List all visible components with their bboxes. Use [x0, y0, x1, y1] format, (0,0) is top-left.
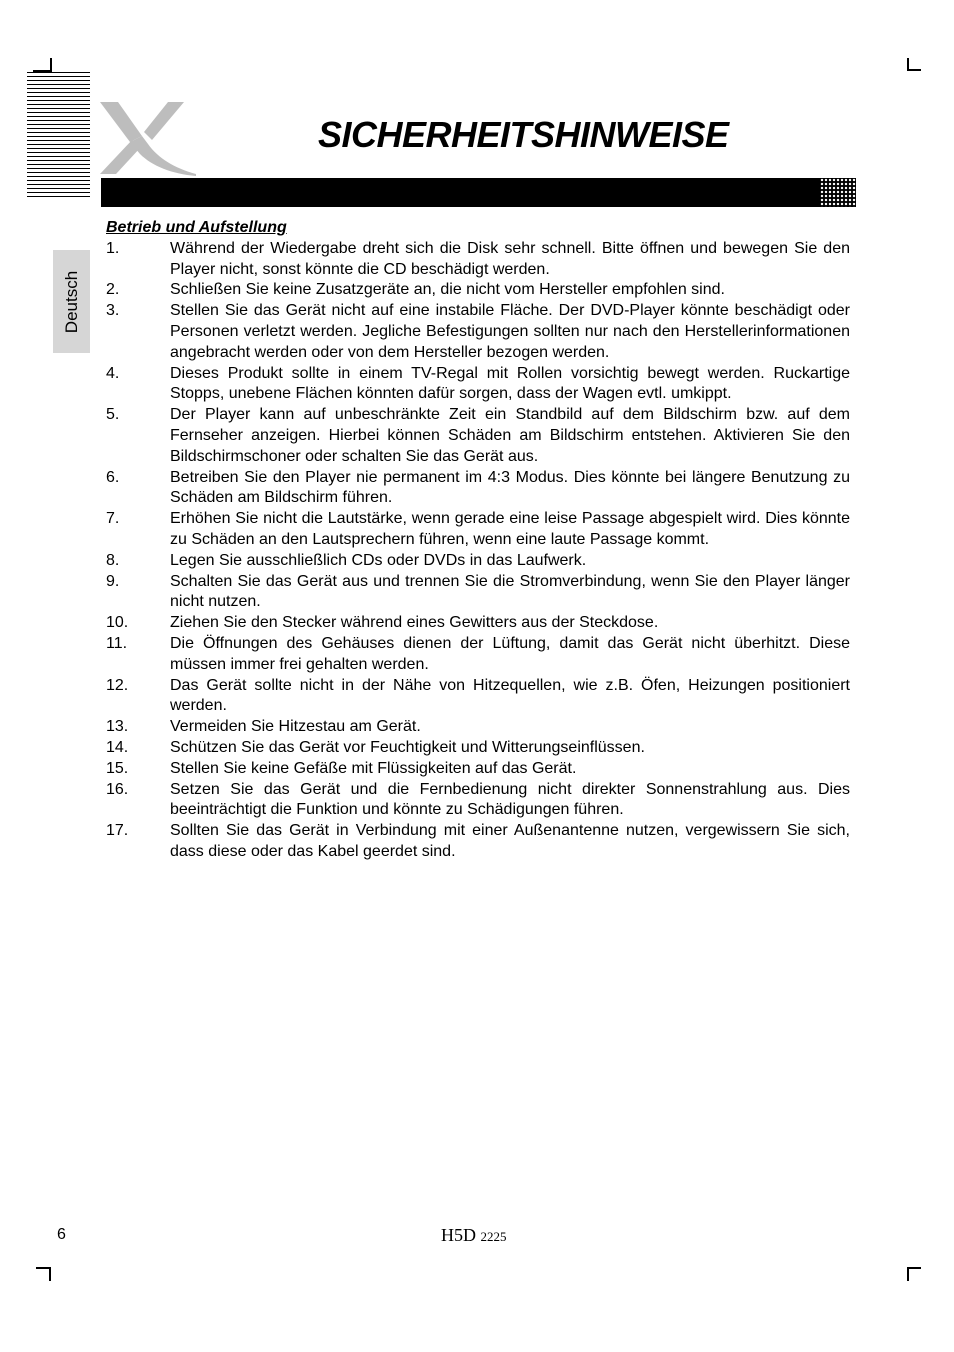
list-item: [106, 364, 850, 406]
list-item-text: Während der Wiedergabe dreht sich die Disk sehr schnell. Bitte öffnen und bewegen Sie den Player nicht, sonst könnte die CD beschädigt werden.: [170, 239, 850, 278]
list-item-text: Sollten Sie das Gerät in Verbindung mit einer Außenantenne nutzen, vergewissern Sie sich, dass diese oder das Kabel geerdet sind.: [170, 822, 850, 860]
list-item: [106, 405, 850, 467]
list-item-number: 3.: [106, 302, 120, 320]
crop-mark-bottom-right-vertical: [907, 1267, 909, 1281]
crop-mark-bottom-right: [907, 1267, 921, 1269]
page-title: SICHERHEITSHINWEISE: [318, 114, 729, 155]
list-item: [106, 759, 850, 780]
list-item-number: 5.: [106, 406, 120, 424]
instruction-list: [106, 239, 850, 863]
model-number: 2225: [480, 1229, 507, 1244]
list-item: [106, 572, 850, 614]
list-item-number: 10.: [106, 614, 129, 632]
list-item-number: 15.: [106, 759, 129, 777]
list-item-number: 9.: [106, 572, 120, 590]
list-item: [106, 780, 850, 822]
list-item-text: Setzen Sie das Gerät und die Fernbedienung nicht direkter Sonnenstrahlung aus. Dies beeinträchtigt die Funktion und könnte zu Schädigungen führen.: [170, 780, 850, 819]
crop-mark-bottom-left-vertical: [49, 1267, 51, 1281]
section-heading: Betrieb und Aufstellung: [106, 219, 287, 236]
list-item-text: Schließen Sie keine Zusatzgeräte an, die nicht vom Hersteller empfohlen sind.: [170, 281, 725, 299]
list-item-number: 7.: [106, 510, 120, 528]
list-item: [106, 717, 850, 738]
header-bar: [101, 178, 856, 207]
list-item-text: Vermeiden Sie Hitzestau am Gerät.: [170, 718, 421, 736]
list-item-text: Legen Sie ausschließlich CDs oder DVDs in das Laufwerk.: [170, 551, 587, 569]
list-item-number: 1.: [106, 239, 120, 257]
list-item-text: Die Öffnungen des Gehäuses dienen der Lüftung, damit das Gerät nicht überhitzt. Diese müssen immer frei gehalten werden.: [170, 634, 850, 673]
list-item-number: 17.: [106, 822, 129, 840]
list-item-text: Stellen Sie das Gerät nicht auf eine instabile Fläche. Der DVD-Player könnte beschädigt oder Personen verletzt werden. Jegliche Befestigungen sollten nur nach den Herstellerinformationen angebracht werden oder von dem Hersteller bezogen werden.: [170, 302, 850, 361]
list-item-text: Dieses Produkt sollte in einem TV-Regal mit Rollen vorsichtig bewegt werden. Ruckartige Stopps, unebene Flächen könnten dafür sorgen, dass der Wagen evtl. umkippt.: [170, 364, 850, 403]
crop-mark-top-left-vertical: [50, 58, 52, 72]
list-item: [106, 676, 850, 718]
x-logo-icon: [96, 100, 196, 178]
list-item: [106, 821, 850, 863]
list-item-text: Das Gerät sollte nicht in der Nähe von Hitzequellen, wie z.B. Öfen, Heizungen positioniert werden.: [170, 676, 850, 715]
list-item-number: 6.: [106, 468, 120, 486]
crop-mark-top-right-horizontal: [907, 69, 921, 71]
list-item-text: Stellen Sie keine Gefäße mit Flüssigkeiten auf das Gerät.: [170, 759, 577, 777]
list-item-text: Der Player kann auf unbeschränkte Zeit ein Standbild auf dem Bildschirm bzw. auf dem Fernseher anzeigen. Hierbei können Schäden am Bildschirm entstehen. Aktivieren Sie den Bildschirmschoner oder schalten Sie das Gerät aus.: [170, 406, 850, 465]
language-tab-label: Deutsch: [61, 270, 81, 333]
list-item-text: Schützen Sie das Gerät vor Feuchtigkeit und Witterungseinflüssen.: [170, 738, 645, 756]
list-item-number: 14.: [106, 738, 129, 756]
list-item-number: 8.: [106, 551, 120, 569]
page-number: 6: [57, 1226, 66, 1243]
list-item: [106, 239, 850, 281]
safety-section: [106, 218, 850, 863]
list-item: [106, 280, 850, 301]
list-item-text: Betreiben Sie den Player nie permanent im 4:3 Modus. Dies könnte bei längere Benutzung zu Schäden am Bildschirm führen.: [170, 468, 850, 507]
list-item: [106, 468, 850, 510]
list-item: [106, 509, 850, 551]
list-item: [106, 551, 850, 572]
list-item-number: 2.: [106, 281, 120, 299]
dot-pattern-icon: [820, 178, 856, 207]
list-item-number: 11.: [106, 634, 128, 652]
list-item-text: Ziehen Sie den Stecker während eines Gewitters aus der Steckdose.: [170, 614, 659, 632]
model-label: [441, 1225, 507, 1246]
list-item-number: 16.: [106, 780, 129, 798]
list-item: [106, 301, 850, 363]
list-item: [106, 738, 850, 759]
list-item-number: 4.: [106, 364, 120, 382]
list-item-number: 13.: [106, 718, 129, 736]
list-item-text: Schalten Sie das Gerät aus und trennen Sie die Stromverbindung, wenn Sie den Player länger nicht nutzen.: [170, 572, 850, 611]
list-item: [106, 613, 850, 634]
list-item-number: 12.: [106, 676, 129, 694]
decorative-stripes: [27, 72, 90, 200]
model-name: H5D: [441, 1225, 476, 1245]
language-tab: [53, 250, 90, 353]
list-item-text: Erhöhen Sie nicht die Lautstärke, wenn gerade eine leise Passage abgespielt wird. Dies könnte zu Schäden an den Lautsprechern führen, wenn eine laute Passage kommt.: [170, 510, 850, 548]
list-item: [106, 634, 850, 676]
